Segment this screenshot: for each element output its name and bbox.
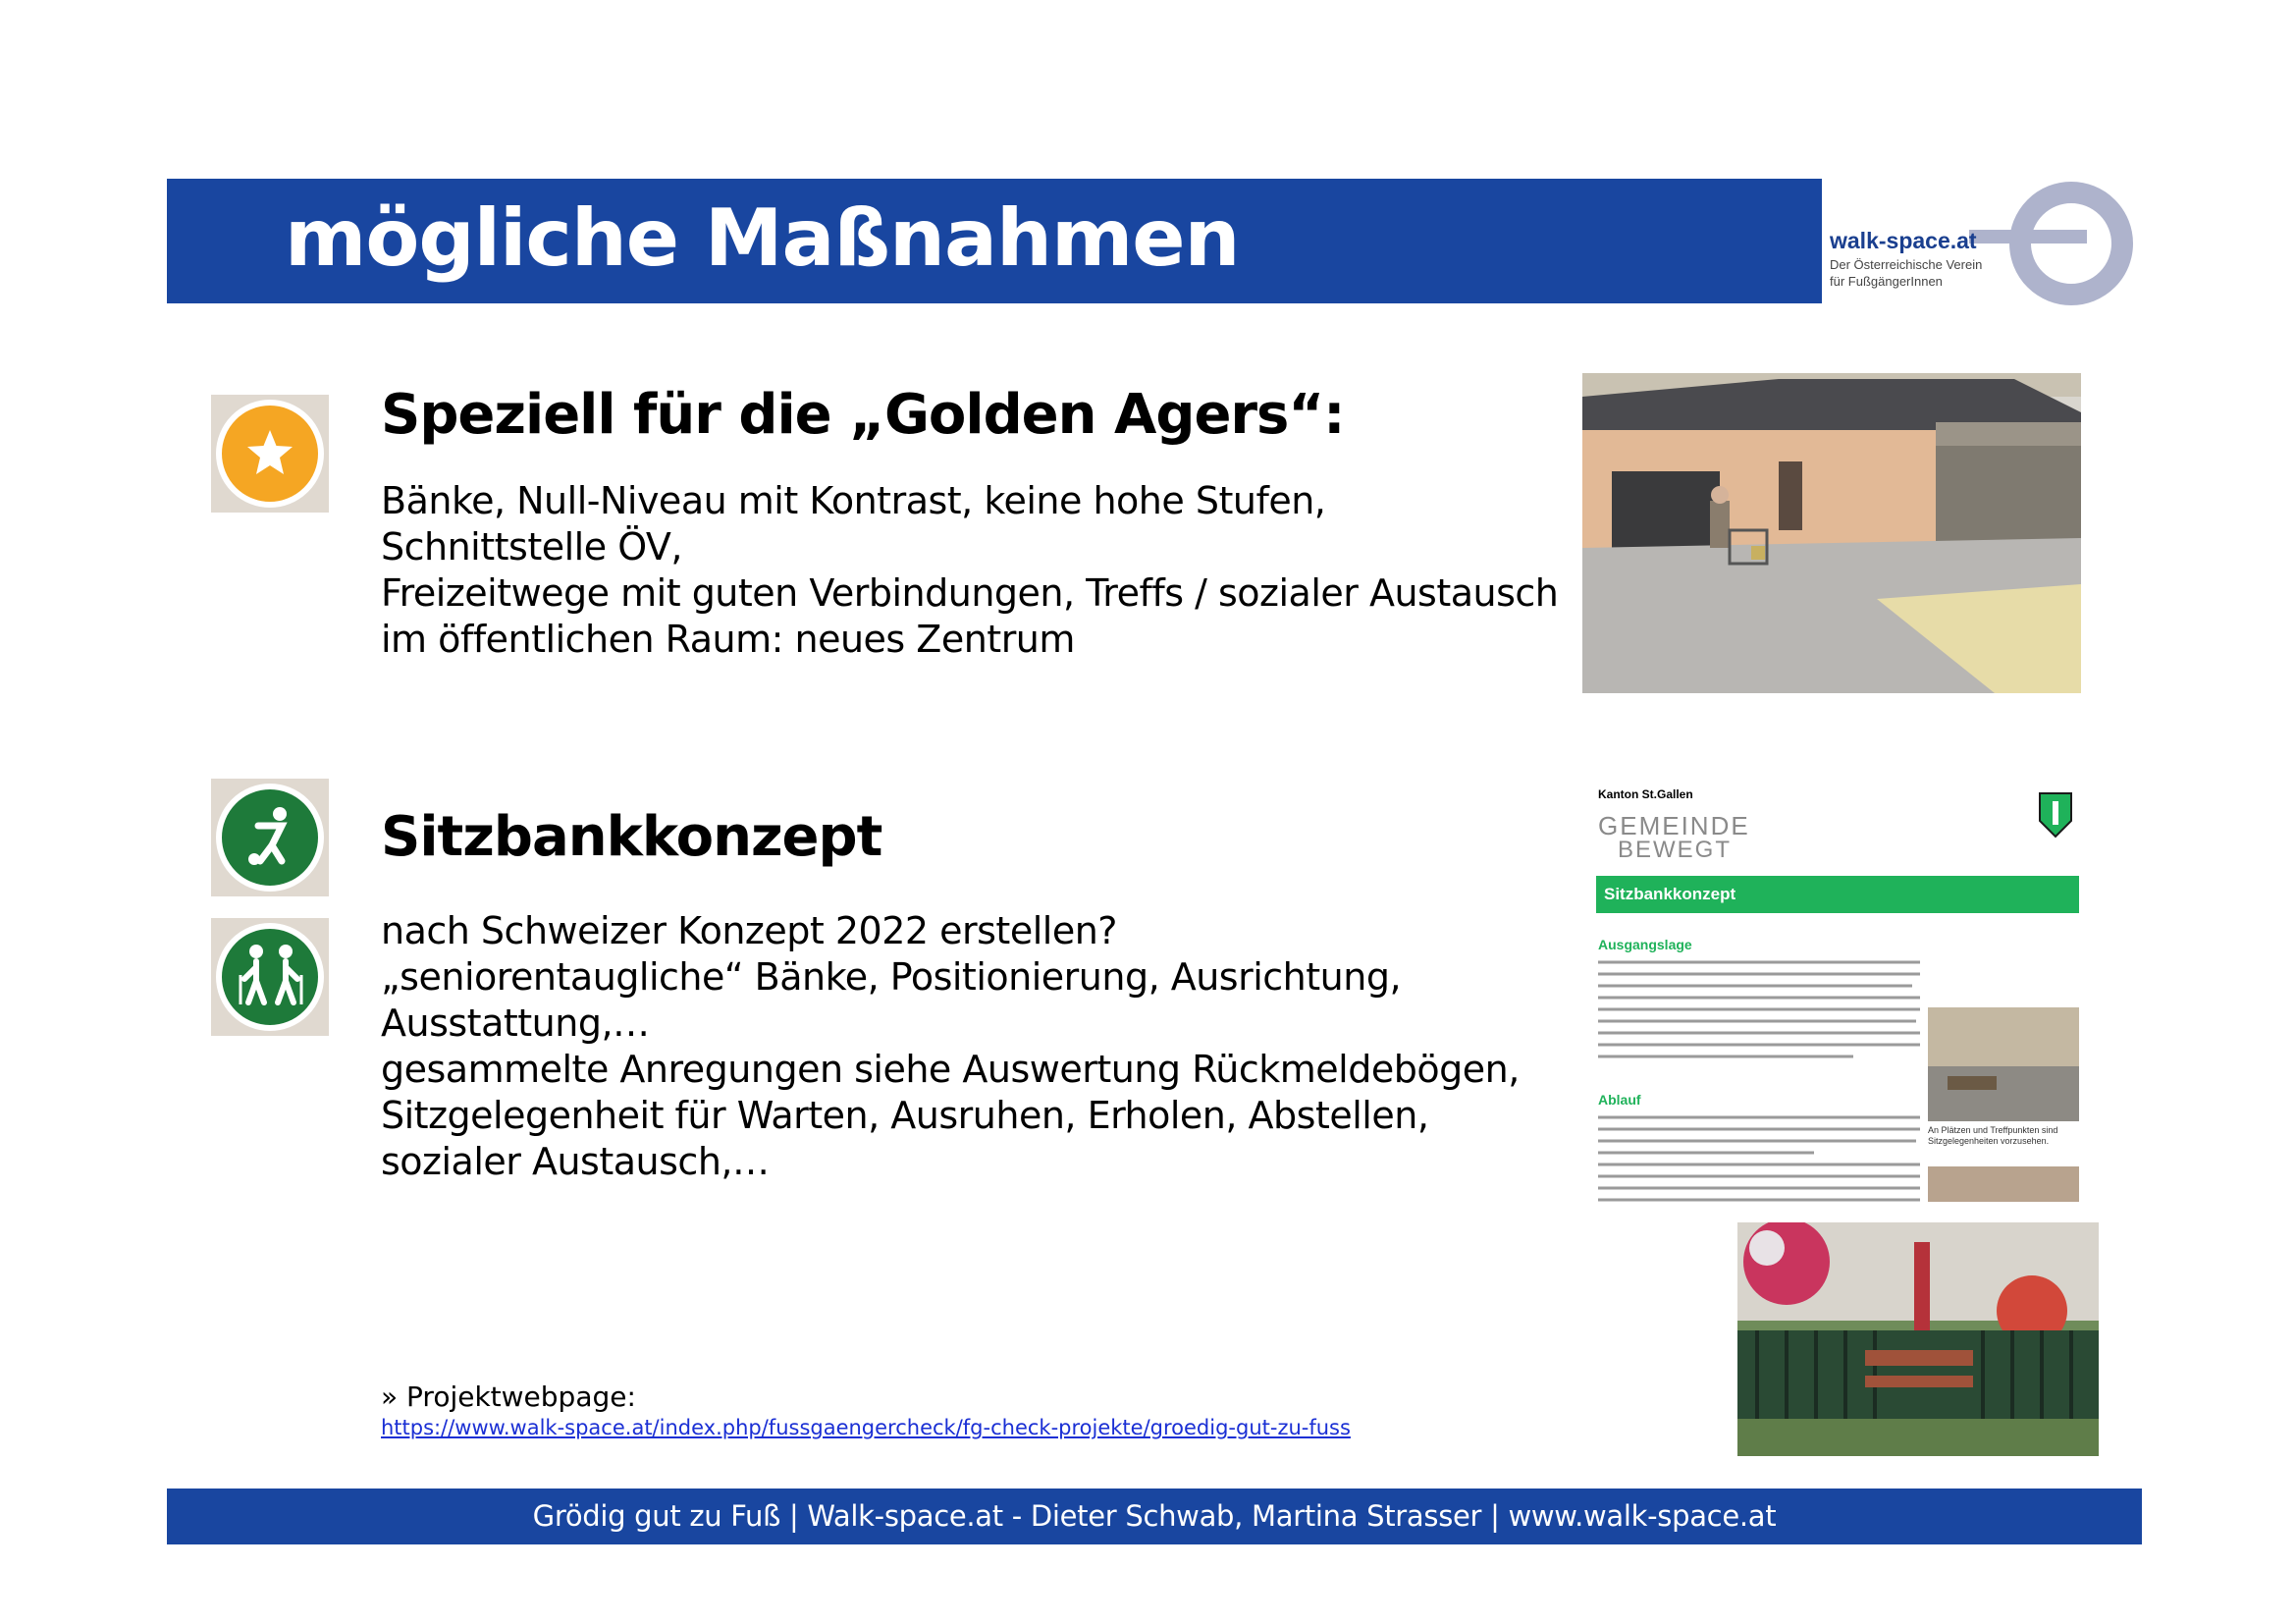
section1-line: Schnittstelle ÖV, — [381, 525, 683, 568]
project-webpage-link[interactable]: https://www.walk-space.at/index.php/fussgaengercheck/fg-check-projekte/groedig-gut-zu-fuss — [381, 1416, 1351, 1439]
coat-of-arms-icon — [2038, 791, 2073, 839]
section1-line: Bänke, Null-Niveau mit Kontrast, keine hohe Stufen, — [381, 479, 1326, 522]
section1-body — [381, 478, 1558, 663]
section2-line: Ausstattung,… — [381, 1001, 650, 1045]
section2-body — [381, 908, 1520, 1185]
doc-section-title: Ablauf — [1598, 1092, 1641, 1108]
doc-canton: Kanton St.Gallen — [1598, 787, 1693, 801]
footer-text: Grödig gut zu Fuß | Walk-space.at - Dieter Schwab, Martina Strasser | www.walk-space.at — [532, 1499, 1777, 1533]
doc-photo — [1928, 1007, 2079, 1121]
doc-paragraph-lines — [1598, 1113, 1922, 1206]
section1-line: im öffentlichen Raum: neues Zentrum — [381, 618, 1075, 661]
logo-subtitle-2: für FußgängerInnen — [1830, 274, 1943, 289]
doc-paragraph-lines — [1598, 958, 1922, 1068]
soccer-player-icon — [211, 779, 329, 896]
senior-walker-photo — [1582, 373, 2081, 693]
section2-line: „seniorentaugliche“ Bänke, Positionierung, Ausrichtung, — [381, 955, 1402, 999]
section1-heading: Speziell für die „Golden Agers“: — [381, 383, 1345, 447]
doc-caption: An Plätzen und Treffpunkten sind Sitzgelegenheiten vorzusehen. — [1928, 1125, 2058, 1146]
section2-line: gesammelte Anregungen siehe Auswertung Rückmeldebögen, — [381, 1048, 1520, 1091]
bench-flowers-photo — [1737, 1222, 2099, 1456]
logo-name: walk-space.at — [1830, 228, 1977, 253]
star-icon — [211, 395, 329, 513]
logo-subtitle-1: Der Österreichische Verein — [1830, 257, 1983, 272]
section2-heading: Sitzbankkonzept — [381, 805, 882, 869]
doc-section-title: Ausgangslage — [1598, 937, 1692, 952]
doc-banner: Sitzbankkonzept — [1596, 876, 2079, 913]
section2-line: nach Schweizer Konzept 2022 erstellen? — [381, 909, 1117, 952]
section2-line: sozialer Austausch,… — [381, 1140, 770, 1183]
section2-line: Sitzgelegenheit für Warten, Ausruhen, Erholen, Abstellen, — [381, 1094, 1429, 1137]
hikers-icon — [211, 918, 329, 1036]
doc-photo-small — [1928, 1166, 2079, 1202]
doc-brand-line2: BEWEGT — [1618, 837, 1733, 863]
project-webpage-label: » Projektwebpage: — [381, 1380, 636, 1413]
section1-line: Freizeitwege mit guten Verbindungen, Treffs / sozialer Austausch — [381, 571, 1559, 615]
sitzbankkonzept-document — [1596, 785, 2087, 1206]
page-title: mögliche Maßnahmen — [285, 192, 1240, 284]
doc-brand-line1: GEMEINDE — [1598, 811, 1750, 840]
